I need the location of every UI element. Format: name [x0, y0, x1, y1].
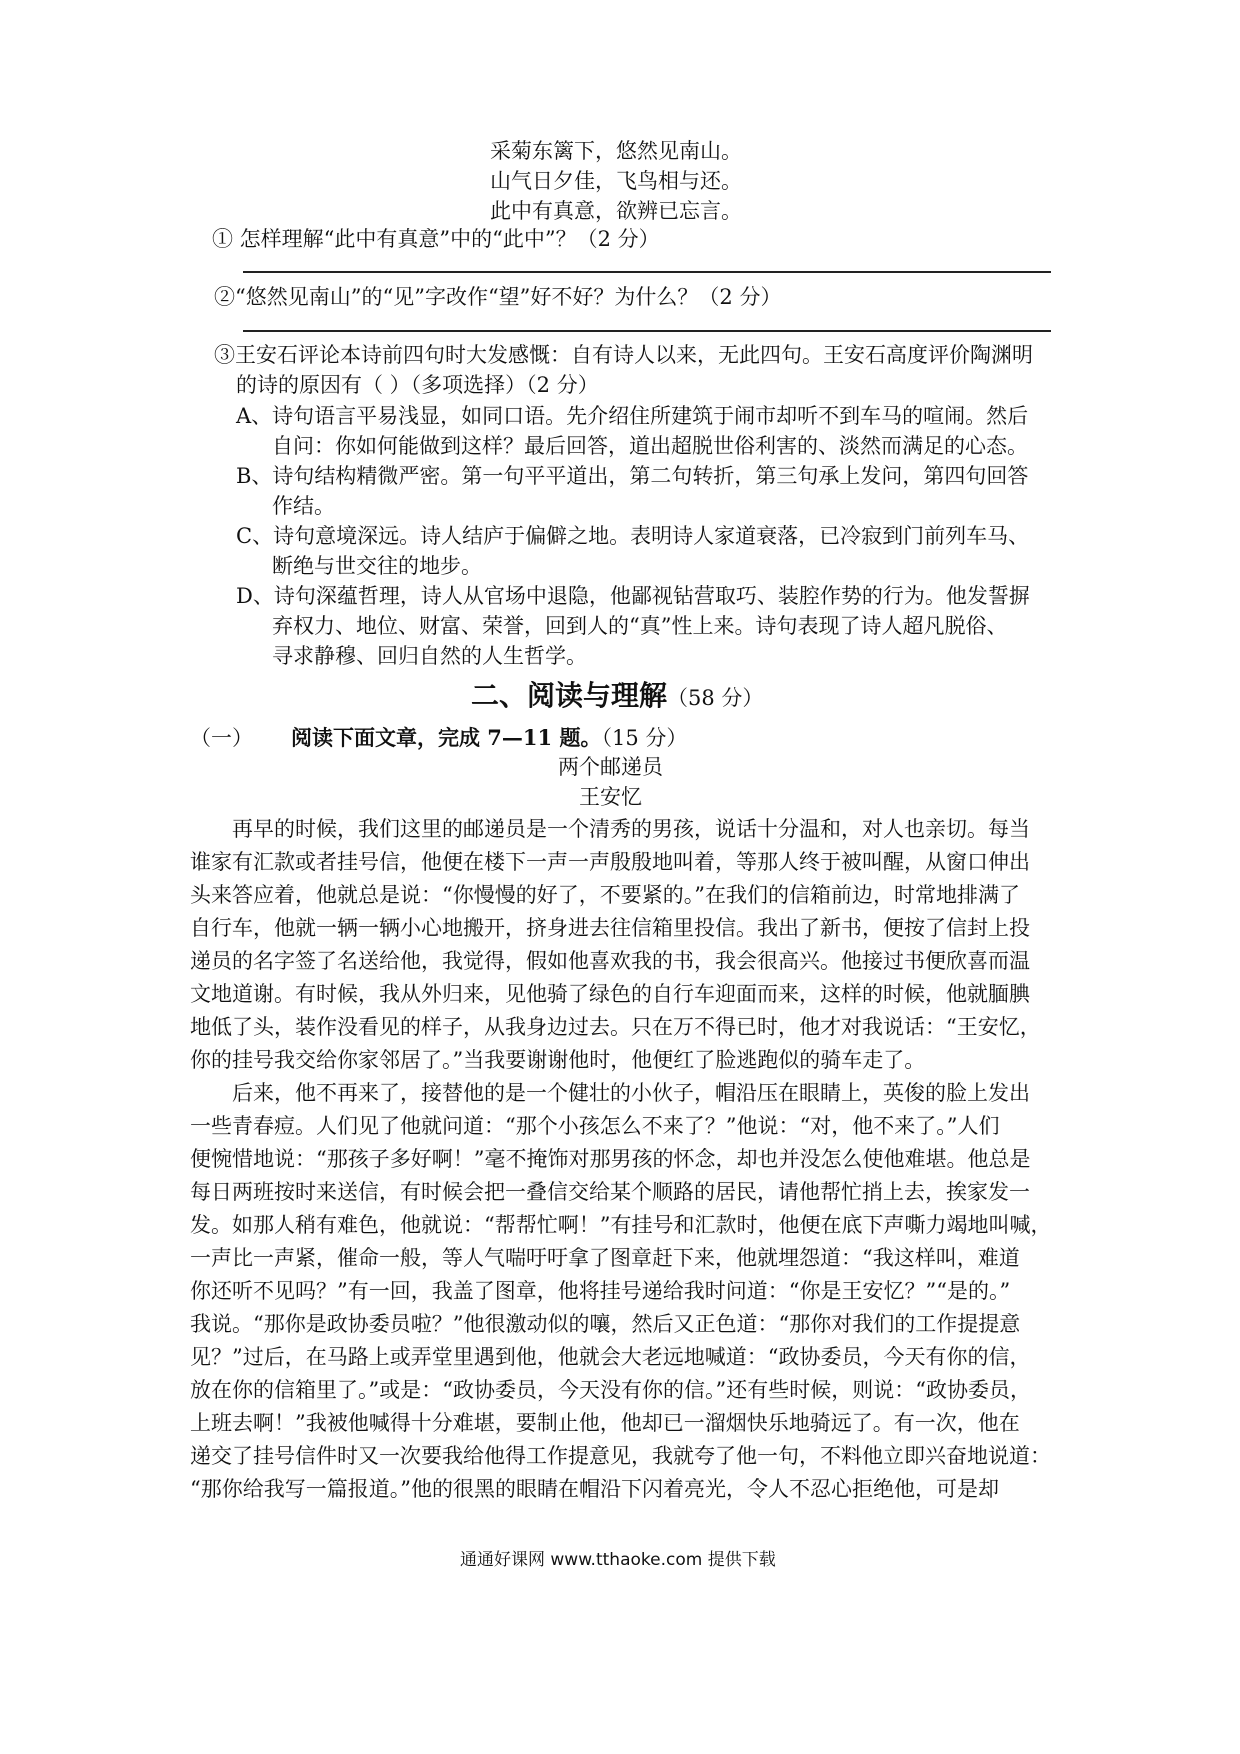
article-title: 两个邮递员	[558, 755, 663, 779]
option-d-line-3: 寻求静穆、回归自然的人生哲学。	[272, 644, 587, 668]
section-heading	[471, 676, 763, 718]
article-line: 你还听不见吗？”有一回，我盖了图章，他将挂号递给我时问道：“你是王安忆？”“是的。”	[190, 1279, 1011, 1303]
article-line: 我说。“那你是政协委员啦？”他很激动似的嚷，然后又正色道：“那你对我们的工作提提意	[190, 1312, 1021, 1336]
part-1-instruction: 阅读下面文章，完成 7—11 题。	[291, 725, 602, 750]
article-line: 见？”过后，在马路上或弄堂里遇到他，他就会大老远地喊道：“政协委员，今天有你的信，	[190, 1345, 1031, 1369]
article-line: 地低了头，装作没看见的样子，从我身边过去。只在万不得已时，他才对我说话：“王安忆，	[190, 1015, 1041, 1039]
poem-line-3: 此中有真意，欲辨已忘言。	[490, 199, 742, 223]
part-1-header	[190, 723, 687, 753]
article-line: 你的挂号我交给你家邻居了。”当我要谢谢他时，他便红了脸逃跑似的骑车走了。	[190, 1048, 926, 1072]
answer-line-1	[243, 271, 1051, 273]
poem-line-2: 山气日夕佳，飞鸟相与还。	[490, 169, 742, 193]
option-a-line-1: A、诗句语言平易浅显，如同口语。先介绍住所建筑于闹市却听不到车马的喧闹。然后	[236, 404, 1029, 428]
article-line: 头来答应着，他就总是说：“你慢慢的好了，不要紧的。”在我们的信箱前边，时常地排满了	[190, 883, 1020, 907]
question-3-text-line-1: ③王安石评论本诗前四句时大发感慨：自有诗人以来，无此四句。王安石高度评价陶渊明	[214, 343, 1033, 367]
article-line: 后来，他不再来了，接替他的是一个健壮的小伙子，帽沿压在眼睛上，英俊的脸上发出	[190, 1081, 1030, 1105]
article-line: 一声比一声紧，催命一般，等人气喘吁吁拿了图章赶下来，他就埋怨道：“我这样叫，难道	[190, 1246, 1020, 1270]
article-line: 递员的名字签了名送给他，我觉得，假如他喜欢我的书，我会很高兴。他接过书便欣喜而温	[190, 949, 1030, 973]
question-3-text-line-2: 的诗的原因有（ ）（多项选择）（2 分）	[236, 373, 599, 397]
option-c-line-1: C、诗句意境深远。诗人结庐于偏僻之地。表明诗人家道衰落，已冷寂到门前列车马、	[236, 524, 1030, 548]
part-1-label: （一）	[190, 726, 253, 750]
question-2-text: ②“悠然见南山”的“见”字改作“望”好不好？为什么？（2 分）	[214, 285, 782, 309]
page-footer: 通通好课网 www.tthaoke.com 提供下载	[460, 1550, 776, 1570]
article-line: 每日两班按时来送信，有时候会把一叠信交给某个顺路的居民，请他帮忙捎上去，挨家发一	[190, 1180, 1030, 1204]
question-1-text: ① 怎样理解“此中有真意”中的“此中”？（2 分）	[212, 227, 660, 251]
poem-line-1: 采菊东篱下，悠然见南山。	[490, 139, 742, 163]
article-line: 文地道谢。有时候，我从外归来，见他骑了绿色的自行车迎面而来，这样的时候，他就腼腆	[190, 982, 1030, 1006]
article-line: 便惋惜地说：“那孩子多好啊！”毫不掩饰对那男孩的怀念，却也并没怎么使他难堪。他总是	[190, 1147, 1031, 1171]
article-line: 上班去啊！”我被他喊得十分难堪，要制止他，他却已一溜烟快乐地骑远了。有一次，他在	[190, 1411, 1020, 1435]
answer-line-2	[243, 330, 1051, 332]
section-title: 二、阅读与理解	[471, 679, 668, 712]
option-d-line-2: 弃权力、地位、财富、荣誉，回到人的“真”性上来。诗句表现了诗人超凡脱俗、	[272, 614, 1008, 638]
option-d-line-1: D、诗句深蕴哲理，诗人从官场中退隐，他鄙视钻营取巧、装腔作势的行为。他发誓摒	[236, 584, 1030, 608]
section-score: （58 分）	[667, 686, 764, 710]
option-b-line-2: 作结。	[272, 494, 335, 518]
part-1-score: （15 分）	[601, 726, 688, 750]
option-b-line-1: B、诗句结构精微严密。第一句平平道出，第二句转折，第三句承上发问，第四句回答	[236, 464, 1029, 488]
article-line: “那你给我写一篇报道。”他的很黑的眼睛在帽沿下闪着亮光，令人不忍心拒绝他，可是却	[190, 1477, 999, 1501]
article-line: 放在你的信箱里了。”或是：“政协委员，今天没有你的信。”还有些时候，则说：“政协委员，	[190, 1378, 1031, 1402]
article-line: 再早的时候，我们这里的邮递员是一个清秀的男孩，说话十分温和，对人也亲切。每当	[190, 817, 1030, 841]
article-line: 发。如那人稍有难色，他就说：“帮帮忙啊！”有挂号和汇款时，他便在底下声嘶力竭地叫喊，	[190, 1213, 1052, 1237]
article-line: 谁家有汇款或者挂号信，他便在楼下一声一声殷殷地叫着，等那人终于被叫醒，从窗口伸出	[190, 850, 1030, 874]
article-line: 自行车，他就一辆一辆小心地搬开，挤身进去往信箱里投信。我出了新书，便按了信封上投	[190, 916, 1030, 940]
option-a-line-2: 自问：你如何能做到这样？最后回答，道出超脱世俗利害的、淡然而满足的心态。	[272, 434, 1028, 458]
option-c-line-2: 断绝与世交往的地步。	[272, 554, 482, 578]
article-author: 王安忆	[579, 785, 642, 809]
article-line: 一些青春痘。人们见了他就问道：“那个小孩怎么不来了？”他说：“对，他不来了。”人们	[190, 1114, 1000, 1138]
article-line: 递交了挂号信件时又一次要我给他得工作提意见，我就夸了他一句，不料他立即兴奋地说道：	[190, 1444, 1051, 1468]
